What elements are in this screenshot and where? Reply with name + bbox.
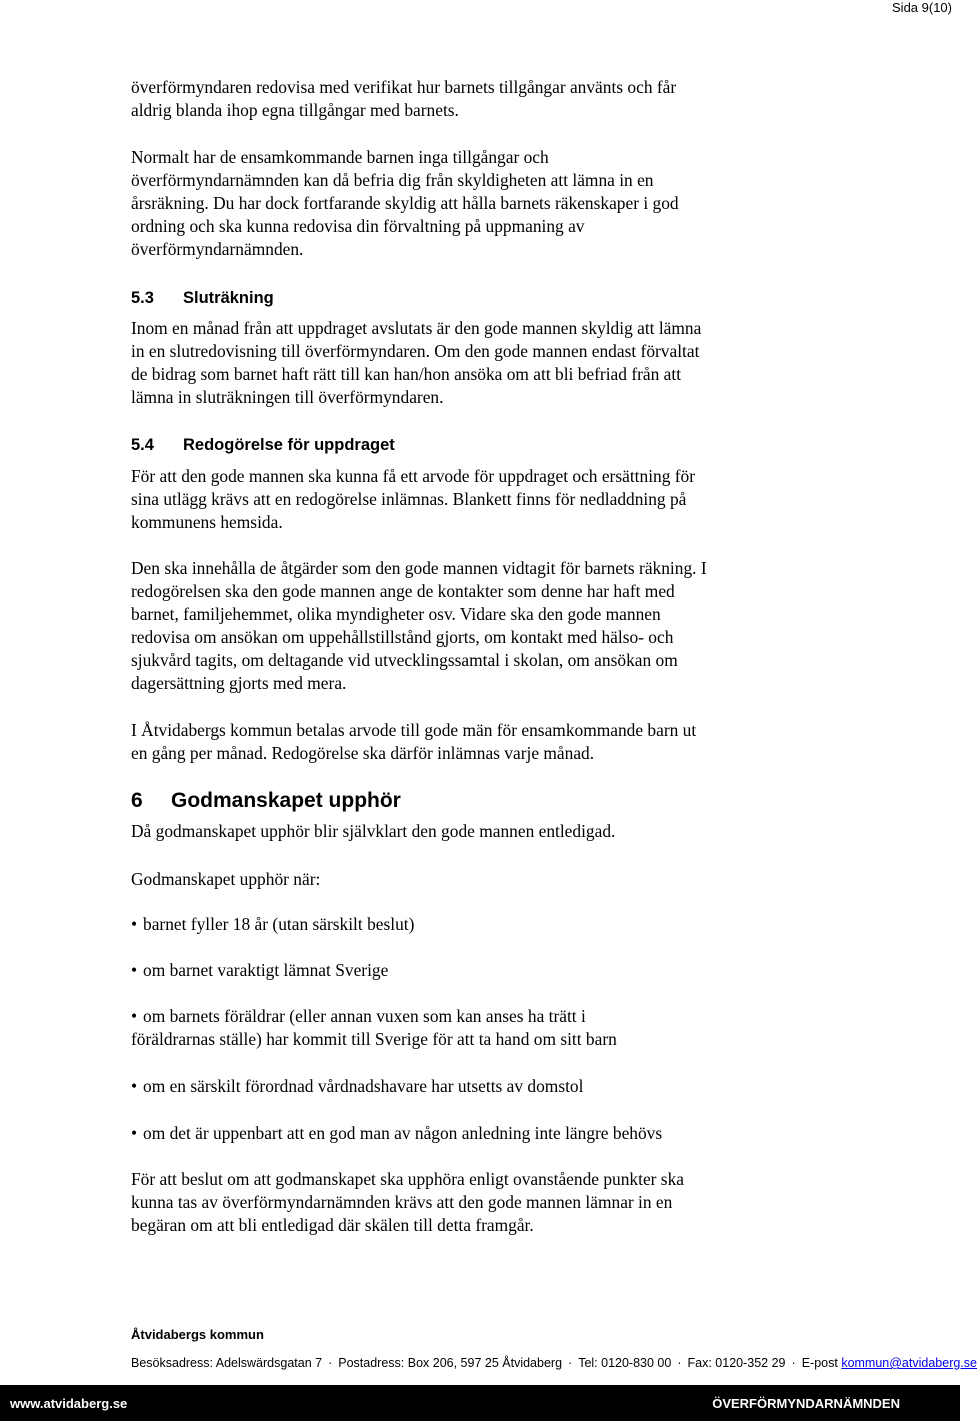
- heading-section-6: [131, 788, 401, 814]
- list-item-text: om en särskilt förordnad vårdnadshavare har utsetts av domstol: [143, 1076, 584, 1096]
- text-line: begäran om att bli entledigad där skälen till detta framgår.: [131, 1215, 534, 1235]
- text-line: aldrig blanda ihop egna tillgångar med barnets.: [131, 100, 459, 120]
- text-line: kommunens hemsida.: [131, 512, 283, 532]
- bullet-icon: •: [131, 1123, 138, 1143]
- text-line: Då godmanskapet upphör blir självklart den gode mannen entledigad.: [131, 821, 616, 841]
- text-line: Godmanskapet upphör när:: [131, 869, 321, 889]
- list-item: [131, 959, 781, 982]
- paragraph-monthly-fee: [131, 719, 811, 765]
- bullet-icon: •: [131, 1076, 138, 1096]
- bullet-icon: •: [131, 1006, 138, 1026]
- footer-address-line: [131, 1356, 977, 1370]
- heading-number: 5.4: [131, 436, 154, 454]
- heading-section-5-4: [131, 434, 395, 456]
- footer-department: ÖVERFÖRMYNDARNÄMNDEN: [712, 1396, 900, 1411]
- footer-website[interactable]: www.atvidaberg.se: [10, 1396, 128, 1411]
- text-line: sina utlägg krävs att en redogörelse inlämnas. Blankett finns för nedladdning på: [131, 489, 687, 509]
- heading-section-5-3: [131, 287, 274, 309]
- footer-email-link[interactable]: kommun@atvidaberg.se: [841, 1356, 977, 1370]
- text-line: ordning och ska kunna redovisa din förvaltning på uppmaning av: [131, 216, 585, 236]
- text-line: överförmyndarnämnden.: [131, 239, 304, 259]
- list-item: [131, 1122, 781, 1145]
- footer-separator: ·: [791, 1356, 796, 1370]
- footer-email-label: E-post: [801, 1356, 838, 1370]
- text-line: Inom en månad från att uppdraget avslutats är den gode mannen skyldig att lämna: [131, 318, 702, 338]
- heading-number: 6: [131, 789, 143, 812]
- paragraph-assets-report: [131, 76, 811, 122]
- text-line: Normalt har de ensamkommande barnen inga tillgångar och: [131, 147, 549, 167]
- paragraph-annual-report: [131, 146, 811, 261]
- bullet-icon: •: [131, 914, 138, 934]
- heading-number: 5.3: [131, 289, 154, 307]
- paragraph-final-report: [131, 317, 811, 409]
- paragraph-report-contents: [131, 557, 811, 695]
- footer-postal-address: Postadress: Box 206, 597 25 Åtvidaberg: [338, 1356, 563, 1370]
- footer-separator: ·: [328, 1356, 333, 1370]
- list-item: [131, 913, 781, 936]
- footer-organization: Åtvidabergs kommun: [131, 1327, 264, 1342]
- list-item-text: föräldrarnas ställe) har kommit till Sverige för att ta hand om sitt barn: [131, 1029, 617, 1049]
- text-line: sjukvård tagits, om deltagande vid utvecklingssamtal i skolan, om ansökan om: [131, 650, 678, 670]
- footer-fax: Fax: 0120-352 29: [687, 1356, 786, 1370]
- text-line: barnet, familjehemmet, olika myndigheter osv. Vidare ska den gode mannen: [131, 604, 661, 624]
- list-item-text: barnet fyller 18 år (utan särskilt beslut): [143, 914, 415, 934]
- list-item-text: om barnets föräldrar (eller annan vuxen som kan anses ha trätt i: [143, 1006, 586, 1026]
- footer-visit-address: Besöksadress: Adelswärdsgatan 7: [131, 1356, 323, 1370]
- footer-bar: [0, 1385, 960, 1421]
- footer-separator: ·: [568, 1356, 573, 1370]
- text-line: För att beslut om att godmanskapet ska upphöra enligt ovanstående punkter ska: [131, 1169, 684, 1189]
- paragraph-fee-report: [131, 465, 811, 534]
- footer-phone: Tel: 0120-830 00: [578, 1356, 672, 1370]
- text-line: För att den gode mannen ska kunna få ett arvode för uppdraget och ersättning för: [131, 466, 696, 486]
- paragraph-discharge: [131, 820, 811, 843]
- list-item-text: om det är uppenbart att en god man av någon anledning inte längre behövs: [143, 1123, 663, 1143]
- text-line: redogörelsen ska den gode mannen ange de kontakter som denne har haft med: [131, 581, 675, 601]
- heading-text: Redogörelse för uppdraget: [183, 436, 395, 454]
- text-line: kunna tas av överförmyndarnämnden krävs att den gode mannen lämnar in en: [131, 1192, 673, 1212]
- paragraph-decision: [131, 1168, 811, 1237]
- list-item-text: om barnet varaktigt lämnat Sverige: [143, 960, 389, 980]
- paragraph-ends-when: [131, 868, 811, 891]
- list-item: [131, 1075, 781, 1098]
- text-line: dagersättning gjorts med mera.: [131, 673, 347, 693]
- text-line: de bidrag som barnet haft rätt till kan han/hon ansöka om att bli befriad från att: [131, 364, 682, 384]
- list-item: [131, 1005, 781, 1051]
- footer-separator: ·: [677, 1356, 682, 1370]
- text-line: lämna in sluträkningen till överförmyndaren.: [131, 387, 444, 407]
- text-line: överförmyndaren redovisa med verifikat hur barnets tillgångar använts och får: [131, 77, 677, 97]
- text-line: årsräkning. Du har dock fortfarande skyldig att hålla barnets räkenskaper i god: [131, 193, 679, 213]
- text-line: I Åtvidabergs kommun betalas arvode till gode män för ensamkommande barn ut: [131, 720, 697, 740]
- text-line: redovisa om ansökan om uppehållstillstånd gjorts, om kontakt med hälso- och: [131, 627, 674, 647]
- heading-text: Sluträkning: [183, 289, 274, 307]
- text-line: Den ska innehålla de åtgärder som den gode mannen vidtagit för barnets räkning. I: [131, 558, 707, 578]
- heading-text: Godmanskapet upphör: [171, 789, 401, 812]
- text-line: överförmyndarnämnden kan då befria dig från skyldigheten att lämna in en: [131, 170, 654, 190]
- text-line: en gång per månad. Redogörelse ska därför inlämnas varje månad.: [131, 743, 595, 763]
- page-number: Sida 9(10): [892, 0, 952, 15]
- text-line: in en slutredovisning till överförmyndaren. Om den gode mannen endast förvaltat: [131, 341, 700, 361]
- bullet-icon: •: [131, 960, 138, 980]
